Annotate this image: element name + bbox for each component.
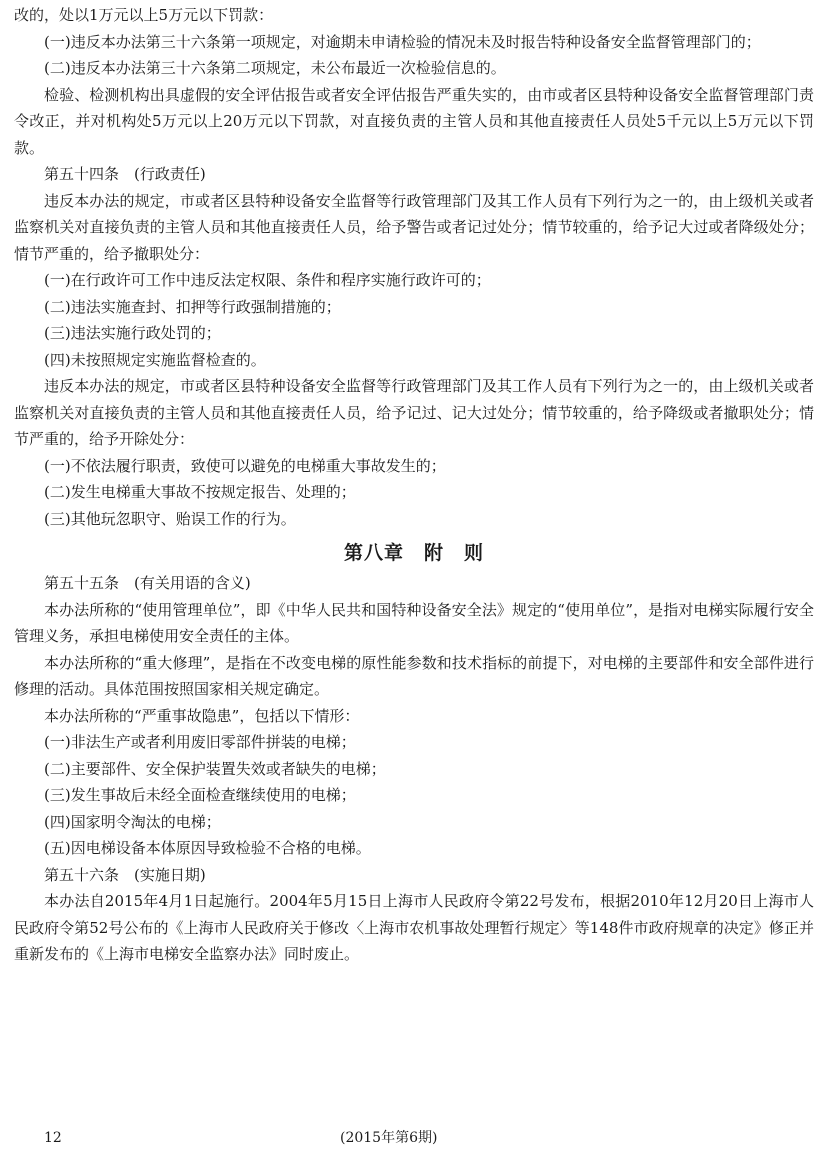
- chapter-heading: 第八章 附 则: [343, 542, 484, 564]
- paragraph: (一)非法生产或者利用废旧零部件拼装的电梯；: [44, 733, 356, 751]
- paragraph: (二)主要部件、安全保护装置失效或者缺失的电梯；: [44, 759, 386, 778]
- paragraph: 第五十六条 (实施日期): [44, 865, 206, 884]
- paragraph: (五)因电梯设备本体原因导致检验不合格的电梯。: [44, 839, 371, 857]
- paragraph: 本办法所称的“严重事故隐患”，包括以下情形：: [44, 706, 360, 725]
- paragraph: (三)其他玩忽职守、贻误工作的行为。: [44, 509, 296, 528]
- paragraph: 违反本办法的规定，市或者区县特种设备安全监督等行政管理部门及其工作人员有下列行为之一的，由上级机关或者监察机关对直接负责的主管人员和其他直接责任人员，给予记过、记大过处分；情节较重的，给予降级或者撤职处分；情节严重的，给予开除处分：: [14, 377, 814, 448]
- paragraph: (四)未按照规定实施监督检查的。: [44, 350, 266, 369]
- paragraph: (二)违法实施查封、扣押等行政强制措施的；: [44, 297, 341, 316]
- issue-label: (2015年第6期): [340, 1130, 438, 1146]
- document-body: [14, 2, 814, 968]
- paragraph: 本办法所称的“重大修理”，是指在不改变电梯的原性能参数和技术指标的前提下，对电梯的主要部件和安全部件进行修理的活动。具体范围按照国家相关规定确定。: [14, 653, 814, 698]
- article-section-top: [14, 2, 814, 532]
- paragraph: (一)在行政许可工作中违反法定权限、条件和程序实施行政许可的；: [44, 271, 491, 289]
- paragraph: 改的，处以1万元以上5万元以下罚款：: [14, 6, 274, 24]
- paragraph: 本办法所称的“使用管理单位”，即《中华人民共和国特种设备安全法》规定的“使用单位”，是指对电梯实际履行安全管理义务，承担电梯使用安全责任的主体。: [14, 600, 814, 645]
- paragraph: (二)违反本办法第三十六条第二项规定，未公布最近一次检验信息的。: [44, 59, 506, 77]
- paragraph: (二)发生电梯重大事故不按规定报告、处理的；: [44, 483, 356, 501]
- paragraph: (三)违法实施行政处罚的；: [44, 324, 221, 342]
- page-number: 12: [44, 1130, 62, 1146]
- paragraph: 第五十五条 (有关用语的含义): [44, 574, 251, 592]
- paragraph: (一)违反本办法第三十六条第一项规定，对逾期未申请检验的情况未及时报告特种设备安全监督管理部门的；: [44, 32, 761, 51]
- article-section-bottom: [14, 570, 814, 968]
- paragraph: 检验、检测机构出具虚假的安全评估报告或者安全评估报告严重失实的，由市或者区县特种设备安全监督管理部门责令改正，并对机构处5万元以上20万元以下罚款，对直接负责的主管人员和其他直接责任人员处5千元以上5万元以下罚款。: [14, 85, 814, 157]
- paragraph: 违反本办法的规定，市或者区县特种设备安全监督等行政管理部门及其工作人员有下列行为之一的，由上级机关或者监察机关对直接负责的主管人员和其他直接责任人员，给予警告或者记过处分；情节较重的，给予记大过或者降级处分；情节严重的，给予撤职处分：: [14, 191, 814, 263]
- paragraph: 本办法自2015年4月1日起施行。2004年5月15日上海市人民政府令第22号发布，根据2010年12月20日上海市人民政府令第52号公布的《上海市人民政府关于修改〈上海市农机事故处理暂行规定〉等148件市政府规章的决定》修正并重新发布的《上海市电梯安全监察办法》同时废止。: [14, 892, 814, 963]
- paragraph: 第五十四条 (行政责任): [44, 165, 206, 183]
- paragraph: (一)不依法履行职责，致使可以避免的电梯重大事故发生的；: [44, 456, 446, 475]
- paragraph: (四)国家明令淘汰的电梯；: [44, 812, 221, 831]
- paragraph: (三)发生事故后未经全面检查继续使用的电梯；: [44, 786, 356, 804]
